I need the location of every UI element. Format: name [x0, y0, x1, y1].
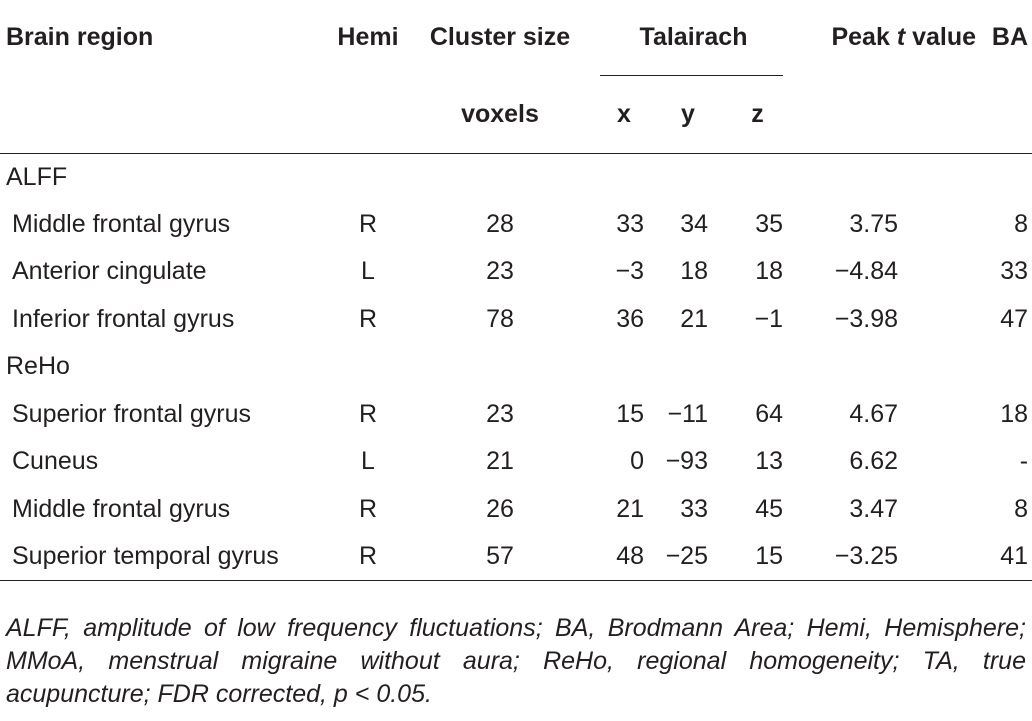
header-hemi: Hemi [337, 22, 399, 51]
header-cluster-size: Cluster size [429, 22, 571, 51]
peak-cell: 4.67 [849, 399, 899, 428]
x-cell: 21 [616, 494, 644, 523]
z-cell: 45 [755, 494, 784, 523]
region-cell: Cuneus [12, 447, 99, 476]
header-empty [330, 76, 406, 153]
z-cell: 18 [755, 257, 784, 286]
hemi-cell: R [358, 399, 378, 428]
y-cell: −11 [667, 399, 708, 428]
vox-cell: 23 [486, 257, 514, 286]
table-header [0, 0, 1032, 153]
y-cell: 33 [680, 494, 708, 523]
hemi-cell: L [361, 257, 375, 286]
header-z: z [751, 99, 764, 128]
ba-cell: 8 [1014, 494, 1029, 523]
header-ba: BA [991, 22, 1029, 51]
x-cell: −3 [615, 257, 644, 286]
vox-cell: 21 [486, 447, 514, 476]
table-row [0, 296, 1032, 344]
x-cell: 33 [616, 209, 644, 238]
vox-cell: 57 [486, 542, 514, 570]
y-cell: 21 [680, 304, 708, 333]
peak-cell: −3.98 [834, 304, 899, 333]
section-label: ALFF [6, 162, 68, 191]
header-peak-prefix: Peak [831, 22, 890, 51]
peak-cell: −4.84 [834, 257, 899, 286]
hemi-cell: R [358, 209, 378, 238]
vox-cell: 26 [486, 494, 514, 523]
ba-cell: 33 [1000, 257, 1029, 286]
header-row-1 [0, 0, 1032, 76]
table-row [0, 201, 1032, 249]
header-empty [978, 76, 1032, 153]
header-x: x [617, 99, 631, 128]
header-peak-suffix: value [912, 22, 977, 51]
vox-cell: 28 [486, 209, 514, 238]
header-empty [793, 76, 978, 153]
x-cell: 36 [616, 304, 644, 333]
header-row-2 [0, 76, 1032, 153]
x-cell: 15 [616, 399, 644, 428]
ba-cell: 41 [1000, 542, 1029, 570]
section-row [0, 153, 1032, 201]
peak-cell: −3.25 [834, 542, 899, 570]
x-cell: 48 [616, 542, 644, 570]
hemi-cell: R [358, 494, 378, 523]
header-peak-t-value [793, 0, 978, 76]
section-label: ReHo [6, 352, 70, 381]
table-body [0, 153, 1032, 581]
z-cell: 15 [755, 542, 784, 570]
region-cell: Superior frontal gyrus [12, 399, 252, 428]
z-cell: 64 [755, 399, 784, 428]
header-talairach-label: Talairach [639, 22, 748, 51]
region-cell: Middle frontal gyrus [12, 494, 231, 523]
table-row [0, 533, 1032, 581]
header-empty [0, 76, 330, 153]
section-row [0, 343, 1032, 391]
header-peak-t: t [896, 22, 906, 51]
x-cell: 0 [630, 447, 644, 476]
header-voxels: voxels [461, 99, 539, 128]
peak-cell: 6.62 [849, 447, 899, 476]
y-cell: 18 [680, 257, 708, 286]
vox-cell: 78 [486, 304, 514, 333]
ba-cell: 8 [1014, 209, 1029, 238]
region-cell: Anterior cingulate [12, 257, 207, 286]
ba-cell: 47 [1000, 304, 1029, 333]
vox-cell: 23 [486, 399, 514, 428]
y-cell: −93 [665, 447, 708, 476]
peak-cell: 3.47 [849, 494, 899, 523]
z-cell: −1 [754, 304, 784, 333]
table-footnote: ALFF, amplitude of low frequency fluctuations; BA, Brodmann Area; Hemi, Hemisphere; MMoA, menstrual migraine without aura; ReHo, regional homogeneity; TA, true acupuncture; FDR corrected, p < 0.05. [6, 614, 1026, 708]
table-row [0, 438, 1032, 486]
region-cell: Superior temporal gyrus [12, 542, 279, 570]
z-cell: 35 [755, 209, 784, 238]
peak-cell: 3.75 [849, 209, 899, 238]
hemi-cell: R [358, 304, 378, 333]
table-row [0, 248, 1032, 296]
header-y: y [681, 99, 695, 128]
y-cell: 34 [680, 209, 708, 238]
y-cell: −25 [665, 542, 708, 570]
ba-cell: - [1019, 447, 1029, 476]
ba-cell: 18 [1000, 399, 1029, 428]
table-row [0, 391, 1032, 439]
region-cell: Inferior frontal gyrus [12, 304, 235, 333]
header-talairach [594, 0, 793, 76]
table-row [0, 486, 1032, 534]
hemi-cell: L [361, 447, 375, 476]
z-cell: 13 [755, 447, 784, 476]
header-brain-region: Brain region [6, 22, 154, 51]
hemi-cell: R [358, 542, 378, 570]
region-cell: Middle frontal gyrus [12, 209, 231, 238]
